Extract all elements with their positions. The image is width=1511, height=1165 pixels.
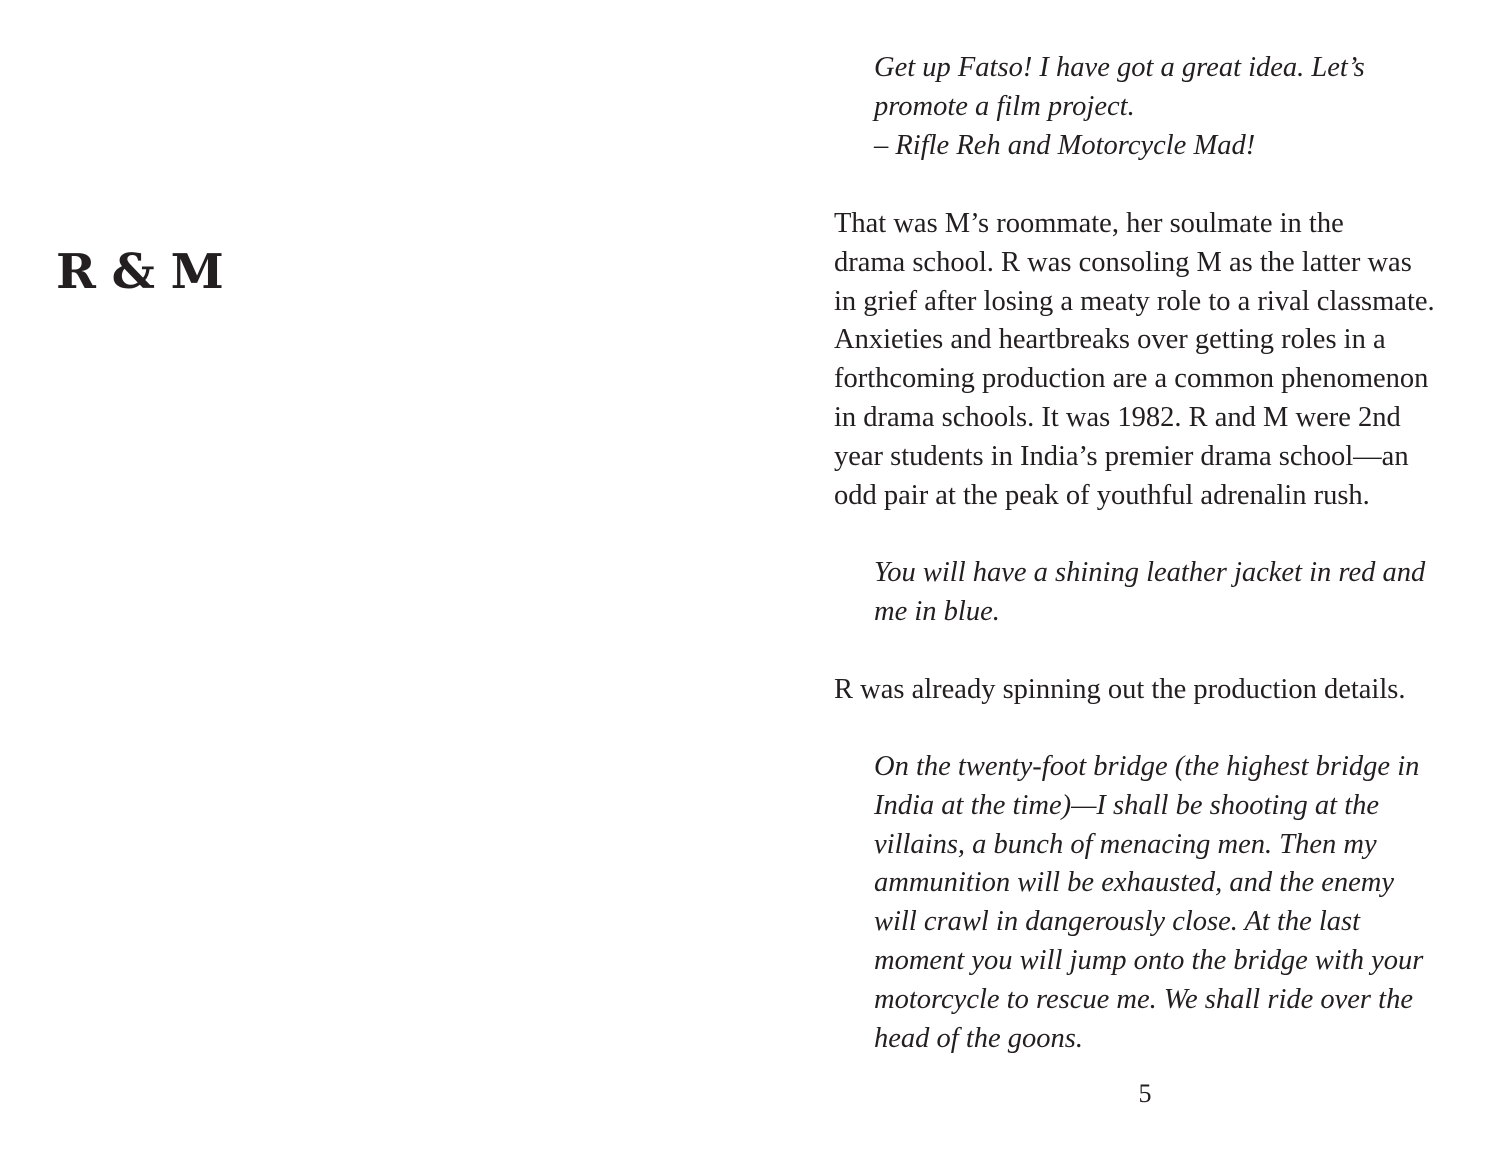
- quote-line: Get up Fatso! I have got a great idea. Let’s: [874, 52, 1365, 83]
- paragraph-line: R was already spinning out the production details.: [834, 674, 1406, 705]
- quote-line: India at the time)—I shall be shooting at the: [874, 789, 1380, 821]
- quote-line: You will have a shining leather jacket in red and: [874, 557, 1426, 588]
- dialogue-quote: [874, 554, 1425, 632]
- paragraph-line: Anxieties and heartbreaks over getting roles in a: [834, 324, 1386, 356]
- quote-line: promote a film project.: [874, 90, 1135, 122]
- quote-line: villains, a bunch of menacing men. Then my: [874, 828, 1377, 860]
- page-number: 5: [1138, 1079, 1152, 1108]
- body-paragraph: [834, 671, 1405, 710]
- paragraph-line: odd pair at the peak of youthful adrenalin rush.: [834, 479, 1370, 511]
- body-paragraph: [834, 205, 1435, 515]
- epigraph-quote: [874, 49, 1365, 165]
- quote-line: On the twenty-foot bridge (the highest bridge in: [874, 751, 1420, 782]
- paragraph-line: drama school. R was consoling M as the latter was: [834, 246, 1412, 278]
- quote-attribution: – Rifle Reh and Motorcycle Mad!: [874, 129, 1256, 161]
- chapter-title: R & M: [56, 244, 224, 300]
- quote-line: motorcycle to rescue me. We shall ride over the: [874, 983, 1413, 1015]
- quote-line: moment you will jump onto the bridge with your: [874, 944, 1424, 976]
- paragraph-line: in grief after losing a meaty role to a rival classmate.: [834, 285, 1435, 317]
- paragraph-line: year students in India’s premier drama school—an: [834, 440, 1409, 472]
- quote-line: ammunition will be exhausted, and the enemy: [874, 867, 1395, 899]
- quote-line: head of the goons.: [874, 1022, 1083, 1054]
- paragraph-line: That was M’s roommate, her soulmate in the: [834, 208, 1344, 239]
- paragraph-line: forthcoming production are a common phenomenon: [834, 363, 1429, 395]
- dialogue-quote: [874, 748, 1423, 1058]
- quote-line: me in blue.: [874, 595, 1000, 627]
- paragraph-line: in drama schools. It was 1982. R and M were 2nd: [834, 401, 1401, 433]
- quote-line: will crawl in dangerously close. At the last: [874, 906, 1361, 938]
